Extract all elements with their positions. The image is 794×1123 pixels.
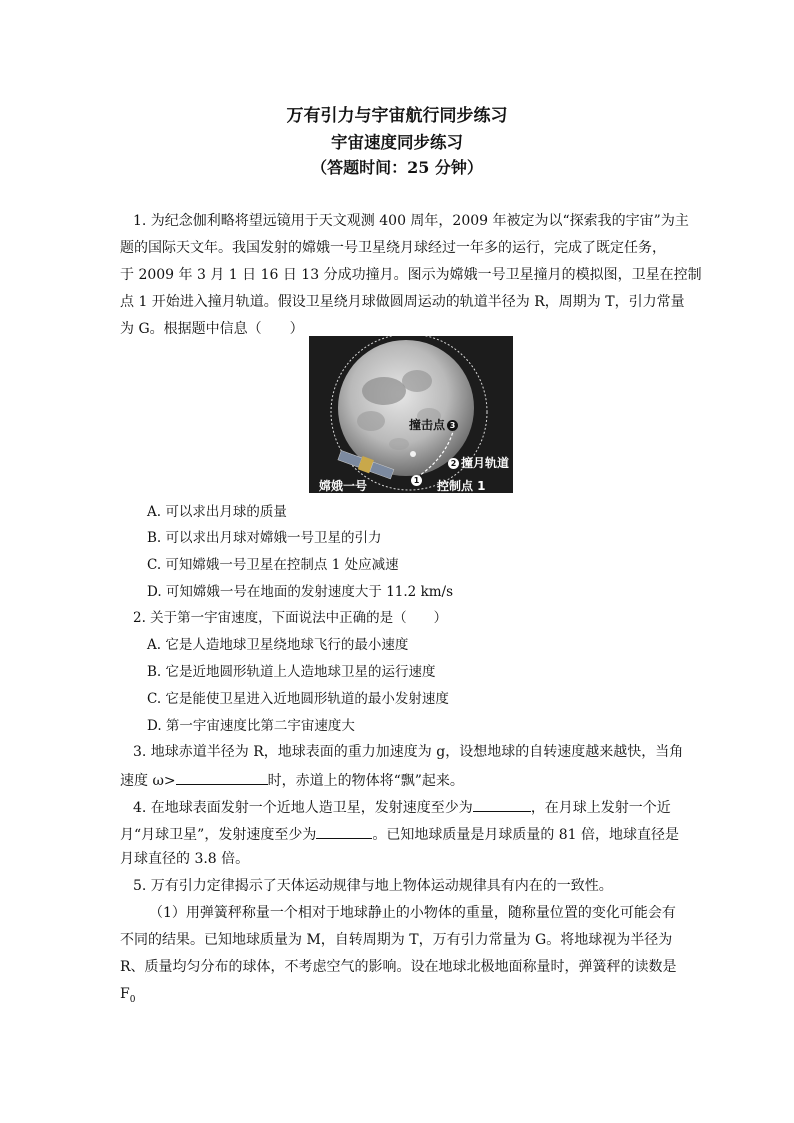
q3-line-2: 速度 ω> 时，赤道上的物体将“飘”起来。 bbox=[120, 770, 680, 790]
q1-option-b: B. 可以求出月球对嫦娥一号卫星的引力 bbox=[147, 530, 382, 546]
q2-option-d: D. 第一宇宙速度比第二宇宙速度大 bbox=[147, 718, 355, 734]
impact-point-label: 撞击点 3 bbox=[409, 416, 460, 433]
q2-option-b: B. 它是近地圆形轨道上人造地球卫星的运行速度 bbox=[147, 664, 436, 680]
marker-2: 2 bbox=[448, 458, 459, 469]
q4-line-3: 月球直径的 3.8 倍。 bbox=[120, 851, 250, 867]
q2-stem: 2. 关于第一宇宙速度，下面说法中正确的是（ ） bbox=[133, 610, 448, 626]
q1-line-4: 点 1 开始进入撞月轨道。假设卫星绕月球做圆周运动的轨道半径为 R，周期为 T，引力常量 bbox=[120, 294, 685, 310]
marker-3: 3 bbox=[447, 420, 458, 431]
q5-part1-line-2: 不同的结果。已知地球质量为 M，自转周期为 T，万有引力常量为 G。将地球视为半径为 bbox=[120, 932, 673, 948]
q1-line-1: 1. 为纪念伽利略将望远镜用于天文观测 400 周年，2009 年被定为以“探索我的宇宙”为主 bbox=[133, 213, 689, 229]
q1-line-5: 为 G。根据题中信息（ ） bbox=[120, 321, 304, 337]
q5-stem: 5. 万有引力定律揭示了天体运动规律与地上物体运动规律具有内在的一致性。 bbox=[133, 878, 613, 894]
q5-part1-line-3: R、质量均匀分布的球体，不考虑空气的影响。设在地球北极地面称量时，弹簧秤的读数是 bbox=[120, 959, 677, 975]
marker-1: 1 bbox=[409, 473, 424, 487]
q3-line-1: 3. 地球赤道半径为 R，地球表面的重力加速度为 g，设想地球的自转速度越来越快，当角 bbox=[133, 744, 684, 760]
time-limit: （答题时间：25 分钟） bbox=[311, 158, 483, 177]
satellite-label: 嫦娥一号 bbox=[319, 479, 368, 493]
q2-option-c: C. 它是能使卫星进入近地圆形轨道的最小发射速度 bbox=[147, 691, 449, 707]
q4-line-1: 4. 在地球表面发射一个近地人造卫星，发射速度至少为 ，在月球上发射一个近 bbox=[133, 797, 693, 817]
q4-earth-answer-blank[interactable] bbox=[473, 797, 531, 812]
impact-orbit-label: 2 撞月轨道 bbox=[446, 454, 509, 471]
q5-part1-line-4: $F_0$ bbox=[120, 986, 136, 1005]
control-point-label: 控制点 1 bbox=[437, 479, 486, 493]
q1-option-a: A. 可以求出月球的质量 bbox=[147, 504, 287, 520]
q1-line-3: 于 2009 年 3 月 1 日 16 日 13 分成功撞月。图示为嫦娥一号卫星撞月的模拟图，卫星在控制 bbox=[120, 267, 702, 283]
q1-option-c: C. 可知嫦娥一号卫星在控制点 1 处应减速 bbox=[147, 557, 399, 573]
moon-impact-figure bbox=[309, 336, 513, 493]
q5-part1-line-1: （1）用弹簧秤称量一个相对于地球静止的小物体的重量，随称量位置的变化可能会有 bbox=[149, 905, 676, 921]
document-title: 万有引力与宇宙航行同步练习 bbox=[286, 106, 508, 126]
q4-moon-answer-blank[interactable] bbox=[316, 824, 372, 839]
q4-line-2: 月“月球卫星”，发射速度至少为 。已知地球质量是月球质量的 81 倍，地球直径是 bbox=[120, 824, 680, 844]
q3-answer-blank[interactable] bbox=[176, 770, 268, 785]
q1-line-2: 题的国际天文年。我国发射的嫦娥一号卫星绕月球经过一年多的运行，完成了既定任务， bbox=[120, 240, 666, 256]
document-subtitle: 宇宙速度同步练习 bbox=[331, 133, 463, 152]
q1-option-d: D. 可知嫦娥一号在地面的发射速度大于 11.2 km/s bbox=[147, 584, 454, 600]
q2-option-a: A. 它是人造地球卫星绕地球飞行的最小速度 bbox=[147, 637, 409, 653]
